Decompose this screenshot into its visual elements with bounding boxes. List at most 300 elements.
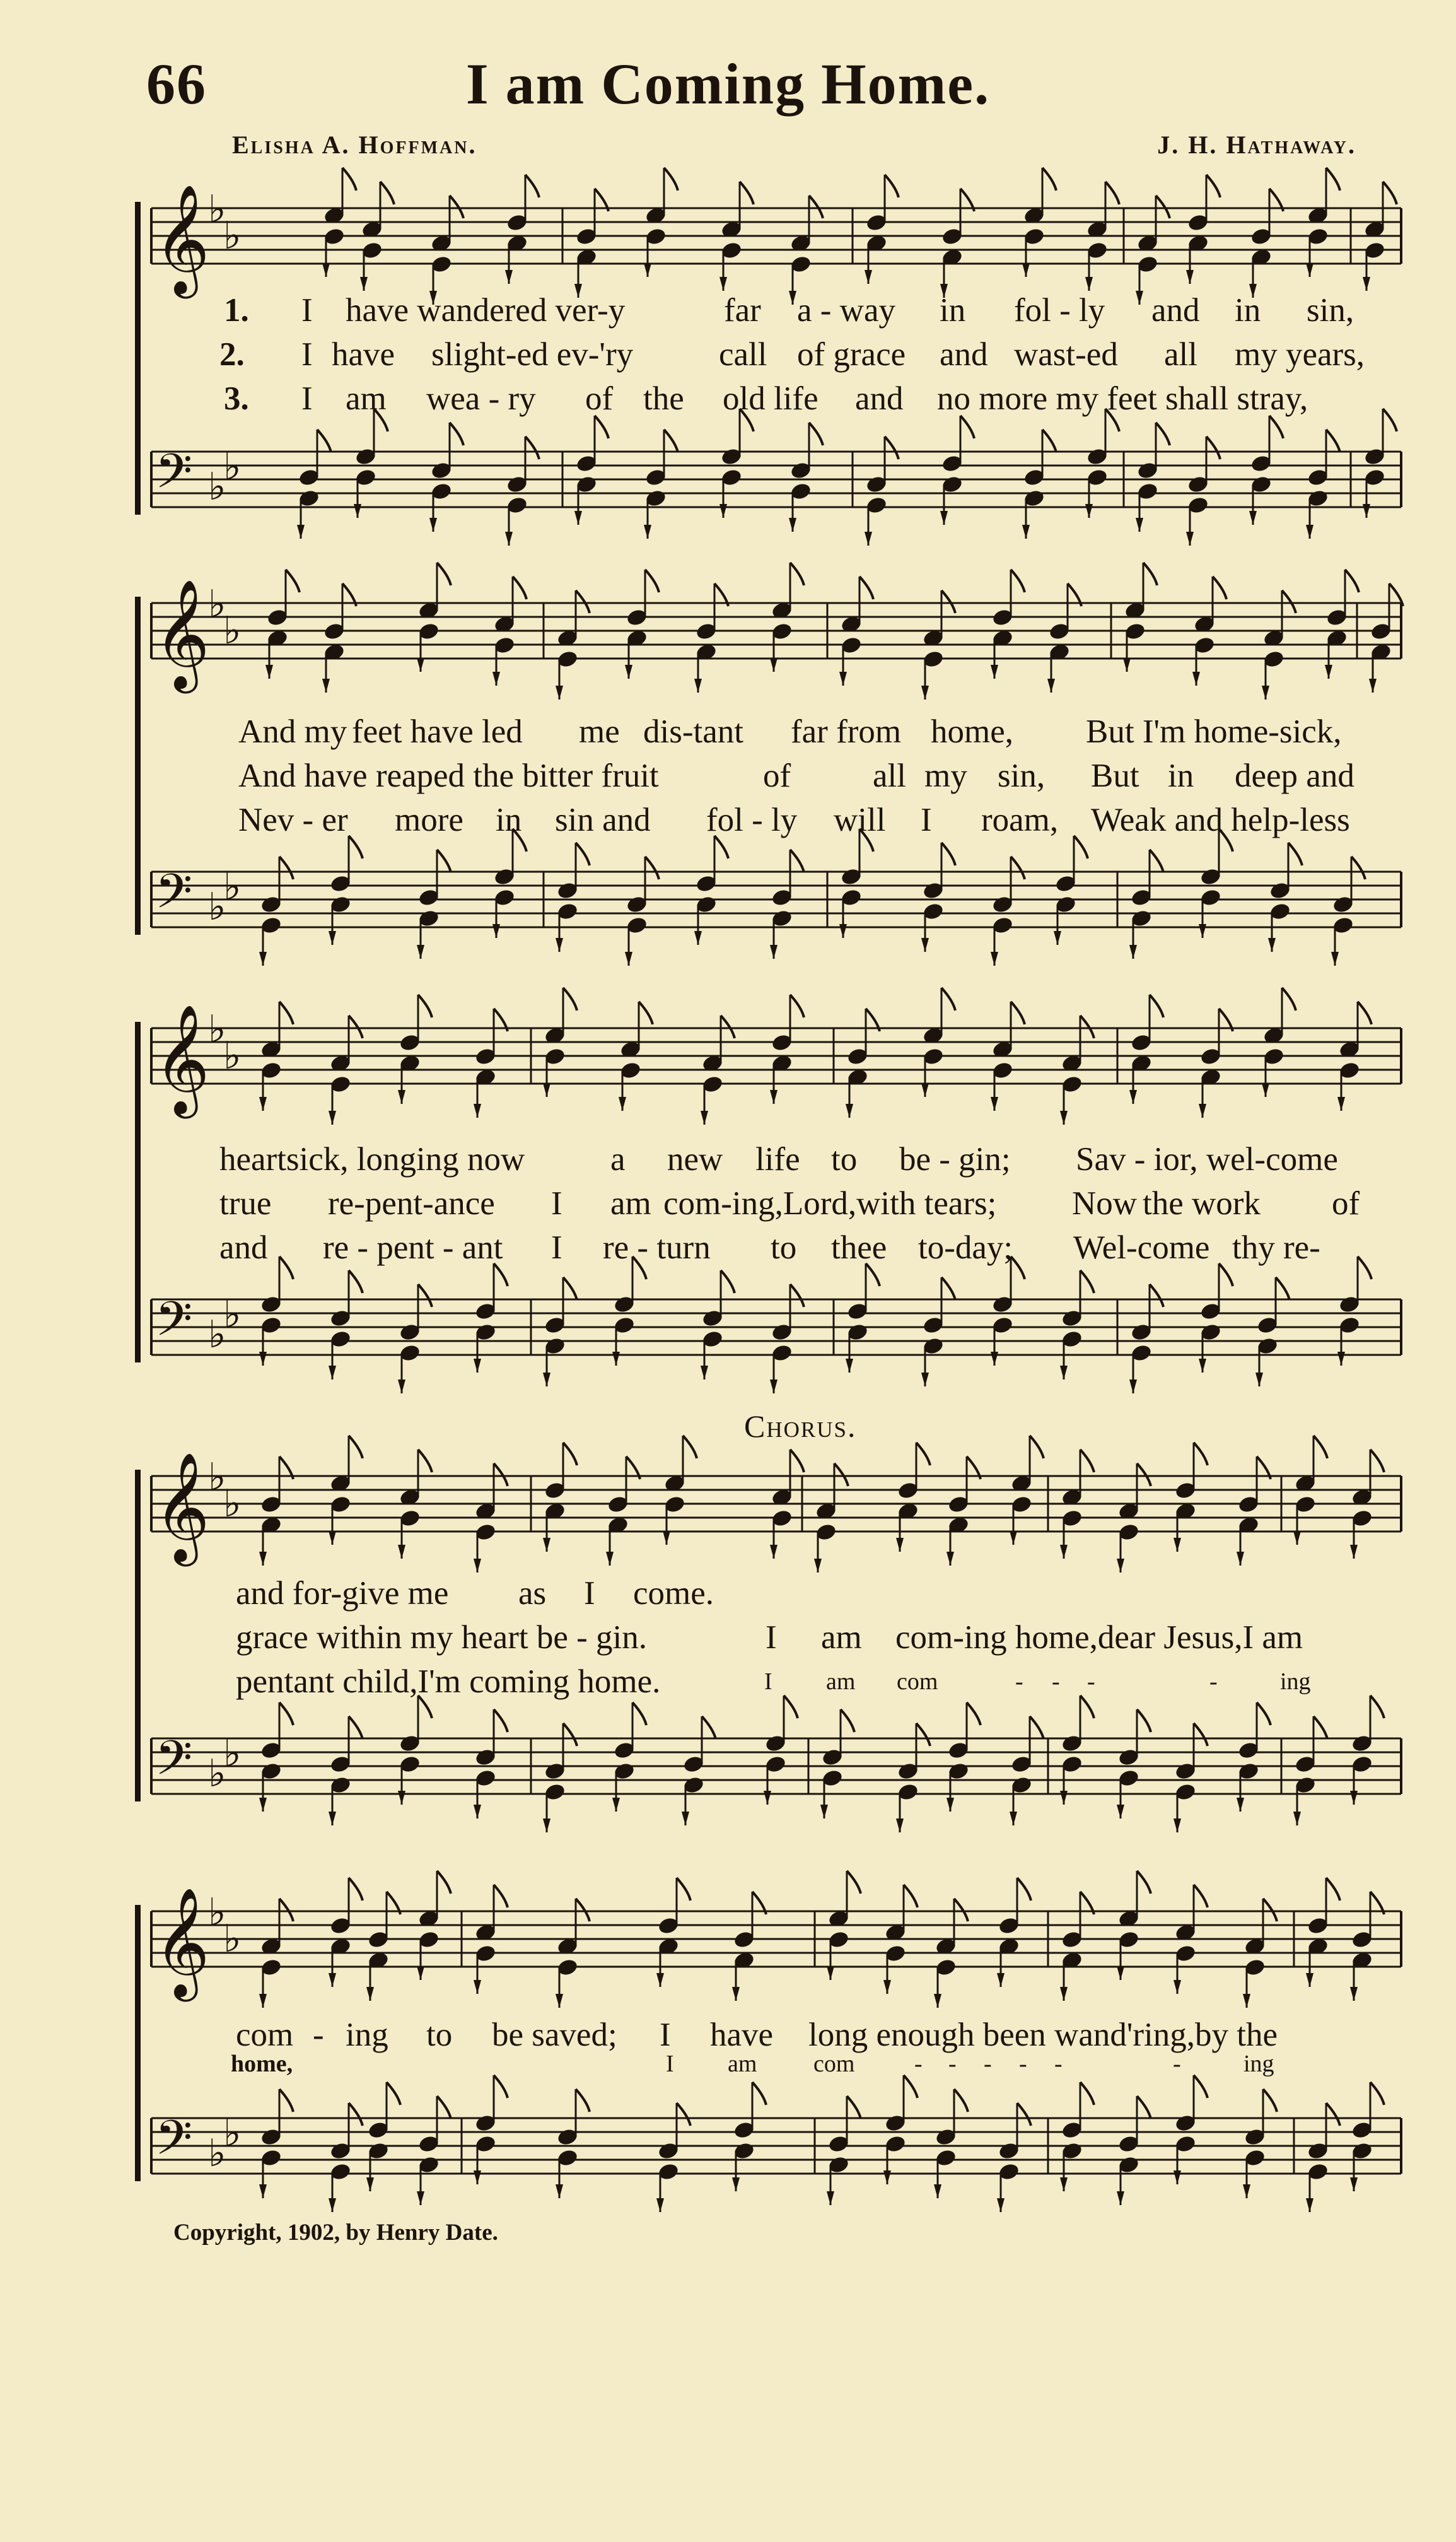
note-flag (1085, 277, 1093, 291)
note-flag (809, 196, 823, 218)
note-flag (349, 1716, 363, 1739)
note-flag (820, 1805, 828, 1819)
treble-clef-icon: 𝄞 (154, 1004, 210, 1114)
lyric: - (948, 2051, 957, 2077)
note-flag (954, 1899, 968, 1921)
lyric: I (584, 1575, 595, 1612)
note-flag (790, 1450, 804, 1472)
note-flag (576, 1899, 590, 1921)
note-flag (1282, 988, 1296, 1010)
flat-sign-icon: ♭ (208, 1752, 226, 1796)
note-flag (349, 1436, 363, 1458)
lyric: am (346, 380, 387, 417)
note-flag (921, 686, 929, 700)
lyric: - (1052, 1668, 1060, 1695)
note-flag (398, 1379, 405, 1393)
lyric: - (1054, 2051, 1063, 2077)
note-flag (450, 423, 463, 445)
note-flag (259, 1798, 267, 1812)
note-flag (322, 679, 330, 693)
note-flag (576, 843, 590, 865)
note-flag (342, 168, 356, 190)
note-flag (702, 1716, 716, 1739)
note-flag (632, 1702, 646, 1725)
lyric: Now (1072, 1185, 1138, 1222)
note-flag (954, 2089, 968, 2112)
note-flag (656, 2198, 664, 2212)
note-flag (1017, 2103, 1031, 2126)
lyricist-credit: Elisha A. Hoffman. (232, 131, 477, 159)
note-flag (349, 1270, 363, 1293)
note-flag (329, 1531, 336, 1545)
lyric: my (924, 758, 967, 794)
note-flag (991, 1097, 998, 1111)
note-flag (513, 577, 527, 599)
note-flag (563, 1277, 577, 1300)
flat-sign-icon: ♭ (223, 2111, 242, 2155)
bass-clef-icon: 𝄢 (155, 1291, 193, 1359)
copyright-notice: Copyright, 1902, by Henry Date. (173, 2220, 498, 2246)
note-flag (1137, 1871, 1151, 1894)
lyric: to (771, 1229, 797, 1266)
lyric: I (660, 2017, 671, 2053)
system-2-bass-staff (0, 846, 1456, 973)
note-flag (556, 2184, 563, 2198)
note-flag (1199, 924, 1206, 938)
lyric: - (1019, 2051, 1027, 2077)
note-flag (322, 263, 330, 277)
note-flag (297, 525, 305, 539)
note-flag (991, 665, 998, 679)
note-flag (1017, 1878, 1031, 1901)
note-flag (846, 1359, 853, 1373)
note-flag (934, 1994, 941, 2008)
system-3-treble-staff (0, 1003, 1456, 1129)
note-flag (619, 1097, 626, 1111)
note-flag (770, 1379, 778, 1393)
note-flag (543, 1538, 550, 1552)
treble-clef-icon: 𝄞 (154, 184, 210, 294)
note-flag (921, 938, 929, 952)
note-flag (1022, 525, 1030, 539)
note-flag (770, 1545, 778, 1559)
lyric: all (1164, 336, 1197, 373)
lyric: life (755, 1141, 800, 1178)
note-flag (429, 518, 437, 532)
note-flag (1192, 672, 1200, 686)
note-flag (450, 196, 463, 218)
note-flag (789, 518, 796, 532)
note-flag (883, 1980, 891, 1994)
note-flag (721, 1270, 735, 1293)
system-2-treble-staff (0, 578, 1456, 704)
note-flag (525, 436, 539, 459)
lyric: re-pent-ance (328, 1185, 495, 1222)
note-flag (827, 1966, 834, 1980)
note-flag (1199, 1104, 1206, 1118)
composer-credit: J. H. Hathaway. (1157, 131, 1356, 159)
note-flag (437, 563, 451, 585)
note-flag (1268, 938, 1276, 952)
note-flag (1257, 1702, 1271, 1725)
note-flag (574, 511, 582, 525)
note-flag (677, 2103, 690, 2126)
note-flag (1350, 1791, 1358, 1805)
lyric: heartsick, longing now (219, 1141, 525, 1178)
note-flag (997, 2198, 1005, 2212)
note-flag (1369, 679, 1377, 693)
lyric: sin and (555, 802, 651, 838)
flat-sign-icon: ♭ (208, 582, 226, 626)
note-flag (1150, 995, 1163, 1017)
lyric: I (301, 292, 313, 329)
note-flag (417, 658, 424, 672)
note-flag (437, 2096, 451, 2119)
lyric: home, (231, 2051, 293, 2077)
note-flag (896, 1538, 904, 1552)
lyric: ing (1243, 2051, 1274, 2077)
bass-clef-icon: 𝄢 (155, 864, 193, 931)
note-flag (474, 1980, 481, 1994)
lyric: com (236, 2017, 294, 2053)
note-flag (1011, 1002, 1025, 1024)
note-flag (809, 423, 823, 445)
lyric: sin, (1307, 292, 1354, 329)
note-flag (1194, 1443, 1208, 1465)
lyric: a (610, 1141, 626, 1178)
lyric: and (855, 380, 904, 417)
note-flag (645, 857, 659, 879)
note-flag (1085, 504, 1093, 518)
lyric: to-day; (918, 1229, 1013, 1266)
lyric: But I'm home-sick, (1086, 713, 1342, 750)
note-flag (896, 1819, 904, 1832)
note-flag (865, 532, 872, 546)
note-flag (505, 270, 513, 284)
note-flag (1313, 1436, 1327, 1458)
note-flag (946, 1552, 954, 1566)
lyric: am (821, 1619, 862, 1656)
lyric: ing (346, 2017, 388, 2053)
note-flag (612, 1352, 620, 1366)
note-flag (1363, 277, 1370, 291)
flat-sign-icon: ♭ (208, 1313, 226, 1357)
system-bracket (135, 1167, 141, 1362)
system-1-lyric-line-1 (0, 291, 1456, 334)
system-1-lyric-line-3 (0, 380, 1456, 423)
note-flag (525, 175, 539, 197)
lyric: deep and (1235, 758, 1354, 794)
note-flag (1156, 196, 1170, 218)
system-5-bass-staff (0, 2093, 1456, 2219)
note-flag (1143, 563, 1157, 585)
note-flag (286, 570, 300, 592)
note-flag (1345, 570, 1359, 592)
lyric: of (585, 380, 614, 417)
bass-clef-icon: 𝄢 (155, 443, 193, 511)
note-flag (1306, 2198, 1313, 2212)
note-flag (494, 1709, 508, 1732)
note-flag (916, 1723, 930, 1746)
note-flag (279, 1899, 293, 1921)
lyric: I (766, 1619, 777, 1656)
note-flag (1350, 2177, 1358, 2191)
note-flag (790, 995, 804, 1017)
note-flag (329, 1812, 336, 1825)
note-flag (1206, 436, 1220, 459)
note-flag (841, 1709, 854, 1732)
note-flag (967, 1702, 981, 1725)
note-flag (1011, 857, 1025, 879)
note-flag (1306, 263, 1313, 277)
note-flag (1174, 1980, 1181, 1994)
note-flag (694, 679, 702, 693)
flat-sign-icon: ♭ (223, 445, 242, 489)
note-flag (1117, 2191, 1124, 2205)
lyric: Sav - ior, wel-come (1076, 1141, 1338, 1178)
note-flag (279, 1702, 293, 1725)
lyric: fol - ly (706, 802, 798, 838)
verse-number: 2. (219, 336, 245, 373)
lyric: new (667, 1141, 723, 1178)
note-flag (663, 1531, 670, 1545)
lyric: the work (1143, 1185, 1261, 1222)
note-flag (1150, 1284, 1163, 1307)
system-4-bass-staff (0, 1713, 1456, 1839)
system-1-bass-staff (0, 426, 1456, 553)
note-flag (360, 277, 368, 291)
lyric: - (914, 2051, 923, 2077)
lyric: grace within my heart be - gin. (236, 1619, 647, 1656)
lyric: feet have led (352, 713, 523, 750)
note-flag (1137, 1709, 1151, 1732)
lyric: roam, (981, 802, 1059, 838)
system-3-lyric-line-1 (0, 1140, 1456, 1183)
note-flag (612, 1798, 620, 1812)
note-flag (1326, 1878, 1340, 1901)
note-flag (556, 686, 563, 700)
note-flag (1060, 1111, 1068, 1125)
note-flag (349, 1016, 363, 1038)
lyric: I (301, 380, 313, 417)
note-flag (1156, 423, 1170, 445)
lyric: be - gin; (899, 1141, 1011, 1178)
note-flag (677, 1878, 690, 1901)
note-flag (474, 2170, 481, 2184)
note-flag (1022, 263, 1030, 277)
note-flag (1060, 1545, 1068, 1559)
verse-number: 1. (224, 292, 249, 329)
lyric: home, (931, 713, 1013, 750)
system-bracket (135, 1606, 141, 1801)
note-flag (940, 511, 948, 525)
note-flag (1137, 1463, 1151, 1486)
note-flag (1174, 1538, 1181, 1552)
note-flag (259, 1352, 267, 1366)
note-flag (921, 1373, 929, 1386)
verse-number: 3. (224, 380, 249, 417)
note-flag (563, 1443, 577, 1465)
lyric: the (643, 380, 684, 417)
note-flag (701, 1111, 708, 1125)
lyric: am (826, 1668, 856, 1695)
note-flag (1249, 511, 1257, 525)
lyric: - (1087, 1668, 1095, 1695)
note-flag (991, 952, 998, 966)
system-3-bass-staff (0, 1274, 1456, 1400)
note-flag (814, 1559, 822, 1573)
note-flag (1337, 1097, 1345, 1111)
note-flag (1199, 1359, 1206, 1373)
lyric: thee (831, 1229, 887, 1266)
note-flag (941, 590, 955, 613)
flat-sign-icon: ♭ (208, 1007, 226, 1051)
lyric: long enough been wand'ring,by the (808, 2017, 1278, 2053)
note-flag (1117, 1805, 1124, 1819)
note-flag (1326, 430, 1340, 452)
note-flag (1174, 1819, 1181, 1832)
note-flag (563, 988, 577, 1010)
note-flag (1263, 2089, 1277, 2112)
note-flag (1306, 525, 1313, 539)
lyric: in (1168, 758, 1194, 794)
note-flag (1337, 1352, 1345, 1366)
note-flag (1325, 665, 1332, 679)
note-flag (1186, 270, 1194, 284)
lyric: have (332, 336, 395, 373)
note-flag (398, 1545, 405, 1559)
lyric: will (834, 802, 886, 838)
note-flag (1293, 1812, 1301, 1825)
note-flag (576, 590, 590, 613)
lyric: I (764, 1668, 772, 1695)
note-flag (259, 952, 267, 966)
note-flag (1206, 175, 1220, 197)
note-flag (625, 952, 632, 966)
flat-sign-icon: ♭ (223, 1731, 242, 1776)
lyric: fol - ly (1014, 292, 1105, 329)
lyric: to (426, 2017, 453, 2053)
note-flag (349, 1878, 363, 1901)
note-flag (417, 1966, 424, 1980)
lyric: in (496, 802, 522, 838)
system-2-lyric-line-3 (0, 801, 1456, 844)
lyric: sin, (998, 758, 1045, 794)
note-flag (1331, 952, 1339, 966)
note-flag (1054, 931, 1061, 945)
lyric: as (518, 1575, 547, 1612)
note-flag (834, 1463, 848, 1486)
lyric: more (395, 802, 463, 838)
system-bracket (135, 739, 141, 935)
system-5-treble-staff (0, 1886, 1456, 2012)
hymn-title: I am Coming Home. (465, 52, 991, 116)
lyric: Weak and help-less (1091, 802, 1350, 838)
note-flag (883, 2170, 891, 2184)
note-flag (543, 1373, 550, 1386)
note-flag (770, 658, 778, 672)
lyric: And my (238, 713, 347, 750)
note-flag (941, 1277, 955, 1300)
lyric: pentant child,I'm coming home. (236, 1663, 661, 1700)
flat-sign-icon: ♭ (223, 609, 242, 653)
lyric: to (831, 1141, 858, 1178)
note-flag (770, 945, 778, 959)
note-flag (1293, 1531, 1301, 1545)
lyric: com (897, 1668, 938, 1695)
note-flag (847, 1871, 861, 1894)
note-flag (1213, 577, 1226, 599)
lyric: slight-ed ev-'ry (431, 336, 634, 373)
note-flag (859, 577, 873, 599)
system-4-lyric-line-3 (0, 1663, 1456, 1706)
note-flag (941, 843, 955, 865)
note-flag (279, 2089, 293, 2112)
note-flag (259, 1097, 267, 1111)
note-flag (1288, 843, 1302, 865)
note-flag (437, 850, 451, 872)
note-flag (1282, 590, 1296, 613)
note-flag (349, 2103, 363, 2126)
note-flag (644, 263, 651, 277)
note-flag (1237, 1798, 1244, 1812)
note-flag (764, 1791, 771, 1805)
note-flag (664, 168, 678, 190)
note-flag (492, 672, 500, 686)
system-1-lyric-line-2 (0, 336, 1456, 378)
note-flag (656, 1973, 664, 1987)
note-flag (827, 2191, 834, 2205)
note-flag (1042, 430, 1056, 452)
note-flag (732, 1987, 740, 2001)
lyric: am (610, 1185, 651, 1222)
lyric: re - turn (603, 1229, 711, 1266)
note-flag (329, 2198, 336, 2212)
system-1-treble-staff (0, 183, 1456, 309)
page-number: 66 (146, 52, 207, 116)
note-flag (916, 1443, 930, 1465)
note-flag (279, 1002, 293, 1024)
lyric: I (666, 2051, 674, 2077)
note-flag (1194, 1723, 1208, 1746)
lyric: wea - ry (426, 380, 536, 417)
note-flag (1150, 850, 1163, 872)
note-flag (790, 850, 804, 872)
flat-sign-icon: ♭ (208, 885, 226, 929)
note-flag (1060, 1987, 1068, 2001)
lyric: thy re- (1232, 1229, 1320, 1266)
note-flag (946, 1798, 954, 1812)
system-2-lyric-line-2 (0, 757, 1456, 800)
note-flag (1350, 1987, 1358, 2001)
lyric: far (724, 292, 761, 329)
note-flag (1370, 1450, 1384, 1472)
system-3-lyric-line-2 (0, 1185, 1456, 1227)
note-flag (265, 665, 273, 679)
note-flag (1123, 658, 1131, 672)
note-flag (474, 1104, 481, 1118)
lyric: I (551, 1185, 562, 1222)
note-flag (1276, 1277, 1290, 1300)
note-flag (1383, 182, 1397, 204)
note-flag (1194, 1885, 1208, 1907)
note-flag (418, 995, 432, 1017)
note-flag (1136, 518, 1143, 532)
note-flag (606, 1552, 614, 1566)
lyric: Nev - er (238, 802, 348, 838)
lyric: re - pent - ant (323, 1229, 503, 1266)
lyric: and for-give me (236, 1575, 449, 1612)
